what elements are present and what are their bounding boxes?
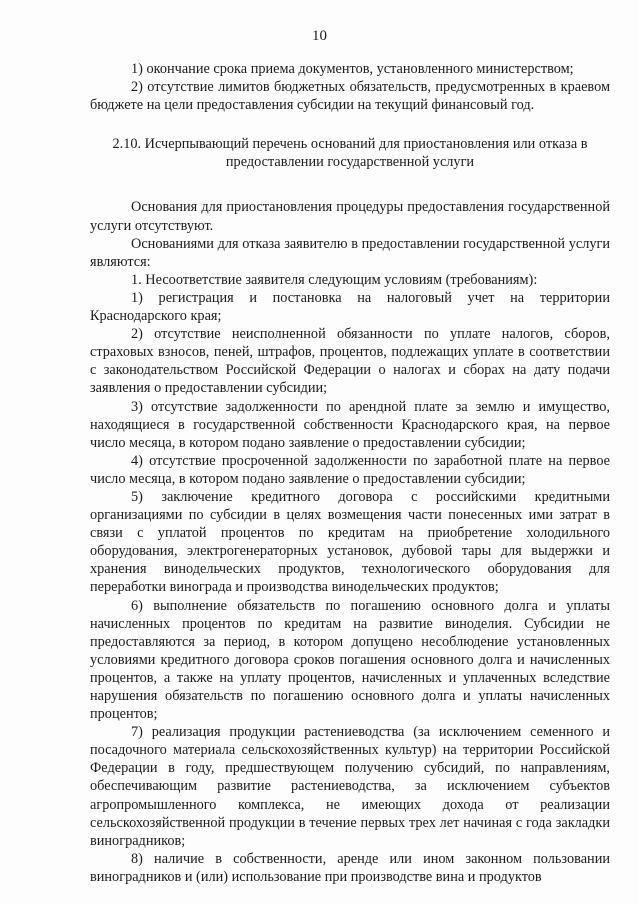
paragraph-requirements: 1. Несоответствие заявителя следующим условиям (требованиям): — [131, 271, 538, 288]
paragraph-item-1: 1) окончание срока приема документов, установленного министерством; — [131, 61, 574, 77]
section-heading: 2.10. Исчерпывающий перечень оснований для приостановления или отказа в предоставлении государственной услуги — [112, 136, 588, 171]
requirement-item-5: 5) заключение кредитного договора с российскими кредитными организациями по субсидии в целях возмещения части понесенных ими затрат в связи с уплатой процентов по кредитам на приобретение холодильного оборудования, электрогенераторных установок, дубовой тары для выдержки и хранения винодельческих продуктов, технологического оборудования для переработки винограда и производства винодельческих продуктов; — [90, 488, 610, 596]
page-body — [90, 60, 610, 886]
requirement-item-7: 7) реализация продукции растениеводства (за исключением семенного и посадочного материала сельскохозяйственных культур) на территории Российской Федерации в году, предшествующем получению субсидий, по направлениям, обеспечивающим развитие растениеводства, за исключением субъектов агропромышленного комплекса, не имеющих дохода от реализации сельскохозяйственной продукции в течение первых трех лет начиная с года закладки виноградников; — [90, 724, 610, 849]
requirement-item-1: 1) регистрация и постановка на налоговый учет на территории Краснодарского края; — [90, 289, 610, 325]
requirement-item-8: 8) наличие в собственности, аренде или ином законном пользовании виноградников и (или) использование при производстве вина и продуктов — [90, 850, 610, 885]
paragraph-item-2: 2) отсутствие лимитов бюджетных обязательств, предусмотренных в краевом бюджете на цели предоставления субсидии на текущий финансовый год. — [90, 79, 610, 114]
paragraph-no-suspension: Основания для приостановления процедуры предоставления государственной услуги отсутствуют. — [90, 199, 610, 234]
requirement-item-4: 4) отсутствие просроченной задолженности по заработной плате на первое число месяца, в котором подано заявление о предоставлении субсидии; — [90, 452, 610, 487]
page-number: 10 — [312, 28, 327, 44]
paragraph-refusal-grounds: Основаниями для отказа заявителю в предоставлении государственной услуги являются: — [90, 235, 610, 270]
requirement-item-6: 6) выполнение обязательств по погашению основного долга и уплаты начисленных процентов по кредитам на развитие виноделия. Субсидии не предоставляются за период, в котором допущено несоблюдение установленных условиями кредитного договора сроков погашения основного долга и начисленных процентов, а также на уплату процентов, начисленных и уплаченных вследствие нарушения обязательств по погашению основного долга и уплаты начисленных процентов; — [90, 597, 610, 723]
requirement-item-3: 3) отсутствие задолженности по арендной плате за землю и имущество, находящиеся в государственной собственности Краснодарского края, на первое число месяца, в котором подано заявление о предоставлении субсидии; — [90, 398, 610, 451]
requirement-item-2: 2) отсутствие неисполненной обязанности по уплате налогов, сборов, страховых взносов, пеней, штрафов, процентов, подлежащих уплате в соответствии с законодательством Российской Федерации о налогах и сборах на дату подачи заявления о предоставлении субсидии; — [90, 326, 610, 397]
